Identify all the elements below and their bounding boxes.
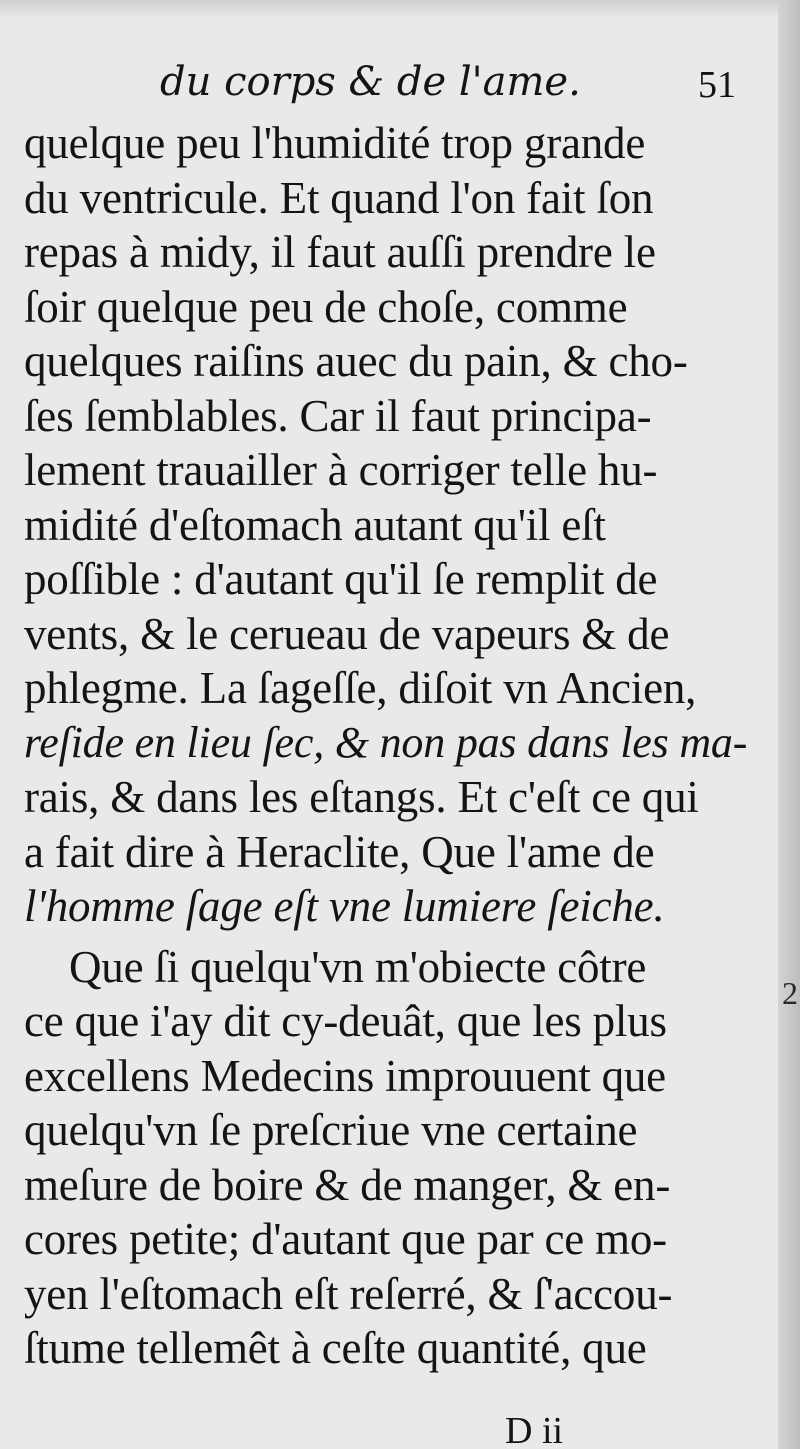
text-line-italic: l'homme ſage eſt vne lumiere ſeiche. [24, 881, 665, 931]
page-header [0, 52, 800, 112]
text-line: poſſible : d'autant qu'il ſe remplit de [24, 554, 658, 604]
page-number: 51 [698, 64, 736, 106]
text-line: quelqu'vn ſe preſcriue vne certaine [24, 1105, 638, 1155]
catchword: D ii [505, 1412, 564, 1449]
text-line: midité d'eſtomach autant qu'il eſt [24, 499, 606, 550]
text-line: cores petite; d'autant que par ce mo- [24, 1214, 667, 1264]
margin-mark: 2 [782, 975, 798, 1011]
text-line: du ventricule. Et quand l'on fait ſon [24, 172, 654, 223]
paragraph-start-line: Que ſi quelqu'vn m'obiecte côtre [69, 941, 647, 992]
page-edge [778, 0, 800, 1449]
text-line: repas à midy, il faut auſſi prendre le [24, 227, 656, 277]
text-line: yen l'eſtomach eſt reſerré, & ſ'accou- [24, 1268, 673, 1319]
text-line: rais, & dans les eſtangs. Et c'eſt ce qui [24, 772, 699, 822]
page-top-shadow [0, 0, 800, 18]
text-line: quelques raiſins auec du pain, & cho- [24, 336, 688, 386]
text-line: phlegme. La ſageſſe, diſoit vn Ancien, [24, 663, 697, 713]
text-line: quelque peu l'humidité trop grande [24, 118, 646, 168]
text-line: ſes ſemblables. Car il faut principa- [24, 390, 652, 441]
text-line: meſure de boire & de manger, & en- [24, 1159, 671, 1210]
text-line-italic: reſide en lieu ſec, & non pas dans les ma- [24, 717, 748, 767]
body-text [24, 116, 754, 1376]
text-line: ſoir quelque peu de choſe, comme [24, 281, 628, 332]
text-line: a fait dire à Heraclite, Que l'ame de [24, 826, 655, 877]
running-head: du corps & de l'ame. [160, 59, 581, 105]
text-line: ce que i'ay dit cy-deuât, que les plus [24, 996, 667, 1046]
text-line: vents, & le cerueau de vapeurs & de [24, 608, 670, 659]
text-line: excellens Medecins improuuent que [24, 1050, 666, 1101]
text-line: ſtume tellemêt à ceſte quantité, que [24, 1323, 647, 1373]
text-line: lement trauailler à corriger telle hu- [24, 445, 658, 495]
